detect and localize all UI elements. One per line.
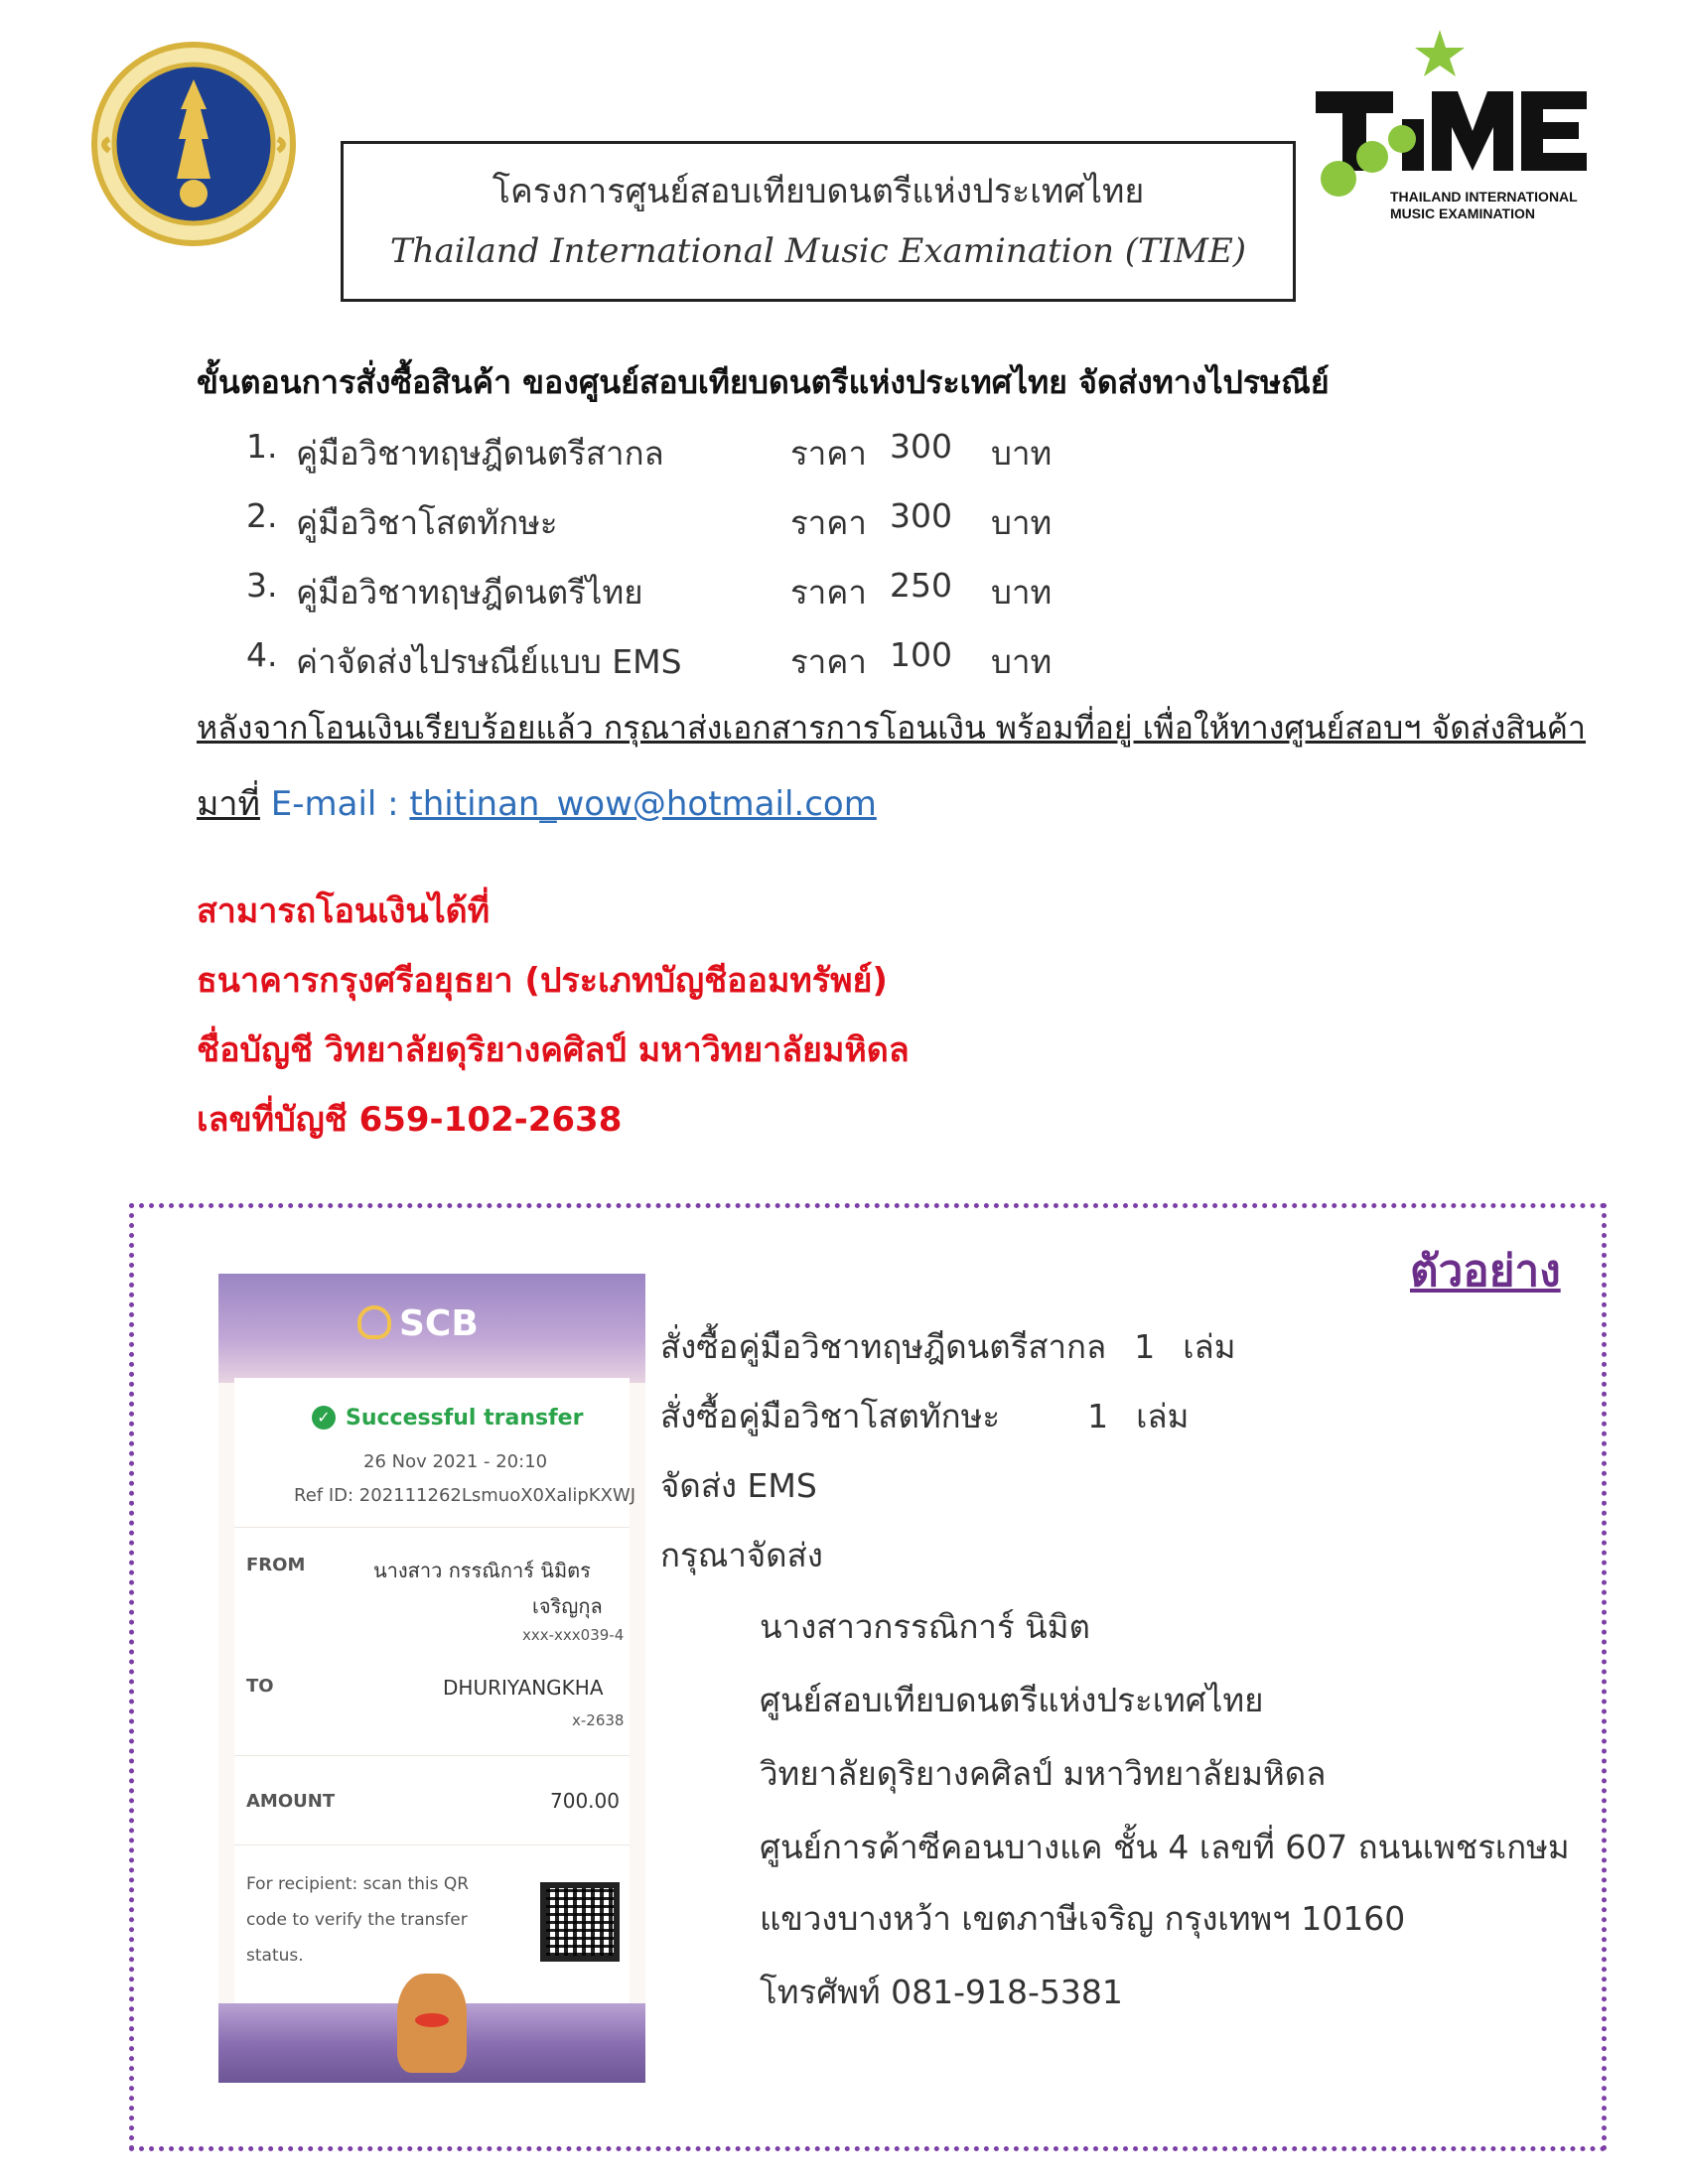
from-account: xxx-xxx039-4 xyxy=(522,1626,625,1644)
example-title: ตัวอย่าง xyxy=(1410,1246,1561,1297)
item-name: คู่มือวิชาทฤษฎีดนตรีสากล xyxy=(296,434,664,473)
transfer-slip-screenshot xyxy=(218,1274,645,2083)
title-box xyxy=(341,141,1296,302)
bank-name: ธนาคารกรุงศรีอยุธยา (ประเภทบัญชีออมทรัพย์) xyxy=(197,961,888,1001)
qr-note-line3: status. xyxy=(246,1946,304,1966)
time-logo xyxy=(1311,30,1609,228)
item-price: 250 xyxy=(890,566,952,605)
send-to-line xyxy=(197,776,877,830)
price-unit: บาท xyxy=(991,434,1053,473)
qr-code-icon xyxy=(540,1882,620,1962)
item-number: 1. xyxy=(246,427,278,466)
amount-label: AMOUNT xyxy=(246,1791,336,1812)
address-line: ศูนย์สอบเทียบดนตรีแห่งประเทศไทย xyxy=(760,1681,1264,1719)
divider xyxy=(234,1755,630,1756)
item-number: 3. xyxy=(246,566,278,605)
price-label: ราคา xyxy=(790,573,867,612)
shiba-dog-illustration xyxy=(397,1974,467,2073)
item-name: ค่าจัดส่งไปรษณีย์แบบ EMS xyxy=(296,642,682,681)
address-line: วิทยาลัยดุริยางคศิลป์ มหาวิทยาลัยมหิดล xyxy=(760,1754,1327,1793)
divider xyxy=(234,1527,630,1528)
steps-heading: ขั้นตอนการสั่งซื้อสินค้า ของศูนย์สอบเทียบดนตรีแห่งประเทศไทย จัดส่งทางไปรษณีย์ xyxy=(197,363,1330,401)
from-name-line2: เจริญกุล xyxy=(532,1594,603,1618)
price-unit: บาท xyxy=(991,503,1053,542)
time-logo-subtitle-2: MUSIC EXAMINATION xyxy=(1390,205,1535,221)
item-number: 2. xyxy=(246,496,278,535)
to-label: TO xyxy=(246,1676,274,1697)
scb-logo: SCB xyxy=(357,1303,479,1344)
after-transfer-instruction: หลังจากโอนเงินเรียบร้อยแล้ว กรุณาส่งเอกสารการโอนเงิน พร้อมที่อยู่ เพื่อให้ทางศูนย์สอบฯ จัดส่งสินค้า xyxy=(197,709,1586,747)
title-thai: โครงการศูนย์สอบเทียบดนตรีแห่งประเทศไทย xyxy=(492,172,1145,211)
check-icon: ✓ xyxy=(312,1406,336,1430)
price-label: ราคา xyxy=(790,642,867,681)
to-name: DHURIYANGKHA xyxy=(443,1676,604,1700)
email-link[interactable]: thitinan_wow@hotmail.com xyxy=(409,784,877,824)
item-price: 300 xyxy=(890,427,952,466)
price-unit: บาท xyxy=(991,642,1053,681)
from-label: FROM xyxy=(246,1555,306,1575)
transfer-datetime: 26 Nov 2021 - 20:10 xyxy=(363,1451,548,1472)
mahidol-seal-logo xyxy=(89,40,298,248)
to-account: x-2638 xyxy=(572,1711,625,1729)
item-name: คู่มือวิชาโสตทักษะ xyxy=(296,503,558,542)
account-name: ชื่อบัญชี วิทยาลัยดุริยางคศิลป์ มหาวิทยาลัยมหิดล xyxy=(197,1030,910,1070)
scb-mark-icon xyxy=(357,1305,391,1339)
example-please-send: กรุณาจัดส่ง xyxy=(660,1536,823,1574)
from-name: นางสาว กรรณิการ์ นิมิตร xyxy=(373,1559,591,1582)
price-unit: บาท xyxy=(991,573,1053,612)
phone-number: โทรศัพท์ 081-918-5381 xyxy=(760,1973,1123,2011)
example-order-1: สั่งซื้อคู่มือวิชาทฤษฎีดนตรีสากล 1 เล่ม xyxy=(660,1327,1236,1366)
divider xyxy=(234,1844,630,1845)
qr-note-line2: code to verify the transfer xyxy=(246,1910,468,1930)
example-order-2: สั่งซื้อคู่มือวิชาโสตทักษะ 1 เล่ม xyxy=(660,1397,1190,1435)
address-line: ศูนย์การค้าซีคอนบางแค ชั้น 4 เลขที่ 607 ถนนเพชรเกษม xyxy=(760,1828,1570,1866)
item-price: 100 xyxy=(890,635,952,674)
address-line: นางสาวกรรณิการ์ นิมิต xyxy=(760,1607,1090,1646)
email-label: E-mail : xyxy=(270,784,399,824)
bank-heading: สามารถโอนเงินได้ที่ xyxy=(197,891,491,931)
slip-card xyxy=(234,1378,636,2003)
amount-value: 700.00 xyxy=(550,1789,620,1813)
account-number: เลขที่บัญชี 659-102-2638 xyxy=(197,1100,623,1140)
example-shipping: จัดส่ง EMS xyxy=(660,1466,817,1505)
title-english: Thailand International Music Examination (TIME) xyxy=(389,231,1247,271)
transfer-status: Successful transfer xyxy=(346,1406,584,1431)
qr-note-line1: For recipient: scan this QR xyxy=(246,1874,470,1894)
item-price: 300 xyxy=(890,496,952,535)
send-prefix: มาที่ xyxy=(197,784,260,824)
item-name: คู่มือวิชาทฤษฎีดนตรีไทย xyxy=(296,573,643,612)
address-line: แขวงบางหว้า เขตภาษีเจริญ กรุงเทพฯ 10160 xyxy=(760,1899,1406,1938)
reference-id: Ref ID: 202111262LsmuoX0XalipKXWJ xyxy=(294,1485,636,1506)
item-number: 4. xyxy=(246,635,278,674)
price-label: ราคา xyxy=(790,503,867,542)
time-logo-subtitle-1: THAILAND INTERNATIONAL xyxy=(1390,189,1578,205)
price-label: ราคา xyxy=(790,434,867,473)
